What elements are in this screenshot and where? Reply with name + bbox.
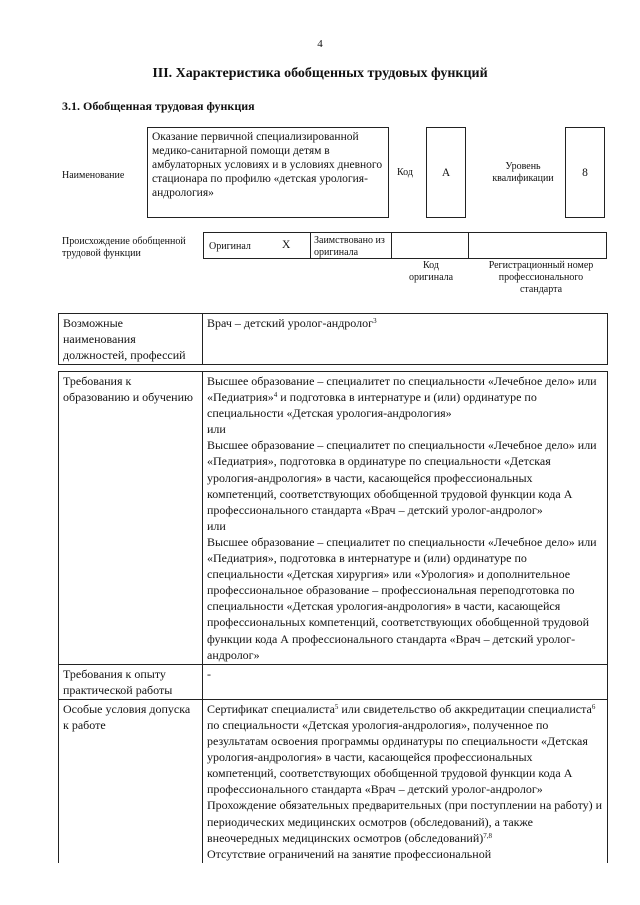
footnote-mark: 7,8 [483, 831, 493, 840]
education-paragraph [207, 373, 603, 421]
table-row [59, 372, 608, 665]
education-cell [203, 372, 608, 665]
experience-value: - [203, 664, 608, 699]
code-value: А [441, 167, 451, 179]
table-row [59, 314, 608, 365]
function-name-value: Оказание первичной специализированной медико-санитарной помощи детям в амбулаторных условиях и в условиях дневного стационара по профилю «детская урология-андрология» [152, 131, 383, 199]
table-row [59, 699, 608, 862]
footnote-mark: 4 [273, 391, 278, 400]
admission-text: Сертификат специалиста [207, 701, 335, 716]
page-number: 4 [317, 38, 323, 50]
code-label: Код [397, 167, 413, 178]
original-code-caption: Код оригинала [408, 260, 454, 283]
education-text: Высшее образование – специалитет по специальности «Лечебное дело» или «Педиатрия» [207, 374, 597, 405]
or-text: или [207, 518, 226, 533]
footnote-mark: 3 [373, 317, 377, 325]
footnote-mark: 5 [334, 702, 339, 711]
education-label: Требования к образованию и обучению [59, 372, 203, 665]
footnote-mark: 6 [591, 702, 596, 711]
admission-text: или свидетельство об аккредитации специалиста [338, 701, 592, 716]
level-label: Уровень квалификации [492, 161, 554, 184]
admission-paragraph [207, 797, 603, 845]
education-paragraph: Высшее образование – специалитет по специальности «Лечебное дело» или «Педиатрия», подготовка в ординатуре по специальности «Детская урология-андрология» в части, касающейся профессиональных компетенций, соответствующих обобщенной трудовой функции кода А профессионального стандарта «Врач – детский уролог-андролог» [207, 438, 597, 517]
positions-value: Врач – детский уролог-андролог [207, 316, 374, 330]
borrowed-label: Заимствовано из оригинала [314, 235, 385, 258]
origin-divider [391, 232, 392, 259]
positions-table [58, 313, 608, 365]
level-value: 8 [582, 167, 588, 179]
level-box [565, 127, 605, 218]
requirements-table [58, 371, 608, 863]
or-text: или [207, 422, 226, 437]
admission-text: по специальности «Детская урология-андрология», полученное по результатам освоения программы ординатуры по специальности «Детская урология-андрология» в части, касающейся профессиональных компетенций, соответствующих обобщенной трудовой функции кода А профессионального стандарта «Врач – детский уролог-андролог» [207, 717, 588, 797]
positions-label: Возможные наименования должностей, профессий [59, 314, 203, 365]
origin-divider [310, 232, 311, 259]
origin-row [203, 232, 607, 259]
admission-cell [203, 699, 608, 862]
original-mark: X [282, 239, 291, 251]
origin-divider [468, 232, 469, 259]
admission-label: Особые условия допуска к работе [59, 699, 203, 862]
admission-paragraph: Отсутствие ограничений на занятие профессиональной [207, 846, 492, 861]
original-label: Оригинал [209, 241, 251, 252]
experience-label: Требования к опыту практической работы [59, 664, 203, 699]
reg-number-caption: Регистрационный номер профессионального стандарта [488, 260, 594, 295]
admission-text: Прохождение обязательных предварительных (при поступлении на работу) и периодических медицинских осмотров (обследований), а также внеочередных медицинских осмотров (обследований) [207, 798, 603, 845]
positions-cell [203, 314, 608, 365]
origin-label: Происхождение обобщенной трудовой функции [62, 236, 186, 259]
table-row [59, 664, 608, 699]
code-box [426, 127, 466, 218]
subsection-title: 3.1. Обобщенная трудовая функция [62, 99, 255, 113]
education-paragraph: Высшее образование – специалитет по специальности «Лечебное дело» или «Педиатрия», подготовка в интернатуре и (или) ординатуре по специальности «Детская хирургия» или «Урология» и дополнительное профессиональное образование – профессиональная переподготовка по специальности «Детская урология-андрология» в части, касающейся профессиональных компетенций, соответствующих обобщенной трудовой функции кода А профессионального стандарта «Врач – детский уролог-андролог» [207, 534, 597, 662]
function-name-box [147, 127, 389, 218]
education-text: и подготовка в интернатуре и (или) ординатуре по специальности «Детская урология-андрология» [207, 390, 537, 421]
name-label: Наименование [62, 170, 125, 181]
section-title: III. Характеристика обобщенных трудовых функций [152, 66, 488, 81]
admission-paragraph [207, 701, 603, 798]
